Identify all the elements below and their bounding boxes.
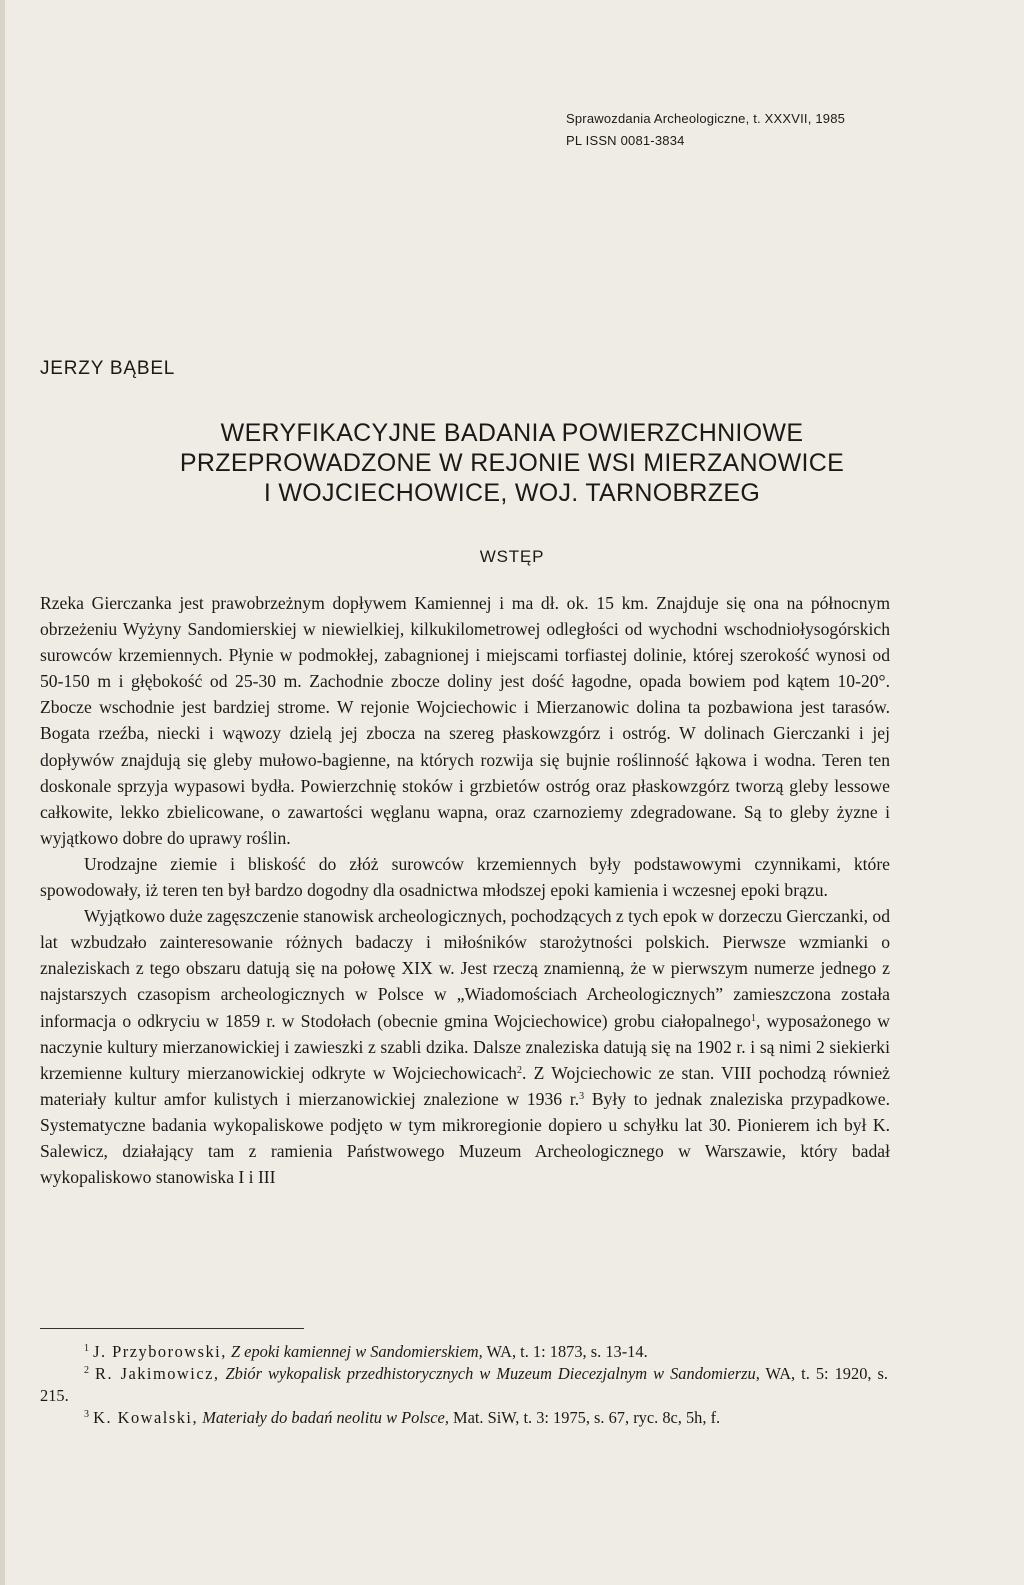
- footnote-divider: [40, 1328, 304, 1329]
- title-line-1: WERYFIKACYJNE BADANIA POWIERZCHNIOWE: [220, 419, 804, 447]
- footnote-number: 3: [84, 1409, 89, 1420]
- footnote-author: K. Kowalski,: [93, 1408, 199, 1427]
- footnote-2: [40, 1363, 888, 1407]
- issn-line: PL ISSN 0081-3834: [566, 133, 685, 148]
- paragraph-3-text: Były to jednak znaleziska przypadkowe. Systematyczne badania wykopaliskowe podjęto w tym mikroregionie dopiero u schyłku lat 30. Pionierem ich był K. Salewicz, działający tam z ramienia Państwowego Muzeum Archeologicznego w Warszawie, który badał wykopaliskowo stanowiska I i III: [40, 1088, 890, 1188]
- footnote-ref-3[interactable]: 3: [579, 1090, 585, 1102]
- paragraph-3-text: , wyposażonego w naczynie kultury mierzanowickiej i zawieszki z szabli dzika. Dalsze znaleziska datują się na 1902 r. i są nimi 2 siekierki krzemienne kultury mierzanowickiej odkryte w Wojciechowicach: [40, 1010, 890, 1083]
- footnote-1: [40, 1341, 888, 1363]
- footnote-3: [40, 1407, 888, 1429]
- author-name: JERZY BĄBEL: [40, 358, 176, 379]
- journal-header: [566, 108, 926, 152]
- title-line-3: I WOJCIECHOWICE, WOJ. TARNOBRZEG: [263, 479, 761, 507]
- footnote-ref-2[interactable]: 2: [516, 1064, 522, 1076]
- paragraph-3-text: . Z Wojciechowic ze stan. VIII pochodzą również materiały kultur amfor kulistych i mierzanowickiej znalezione w 1936 r.: [40, 1062, 890, 1109]
- section-heading: WSTĘP: [479, 547, 545, 566]
- title-line-2: PRZEPROWADZONE W REJONIE WSI MIERZANOWICE: [179, 449, 845, 477]
- page-edge: [0, 0, 5, 1585]
- footnote-author: R. Jakimowicz,: [95, 1364, 220, 1383]
- paragraph-1: Rzeka Gierczanka jest prawobrzeżnym dopływem Kamiennej i ma dł. ok. 15 km. Znajduje się ona na północnym obrzeżeniu Wyżyny Sandomierskiej w niewielkiej, kilkukilometrowej odległości od wychodni wschodniołysogórskich surowców krzemiennych. Płynie w podmokłej, zabagnionej i miejscami torfiastej dolinie, której szerokość wynosi od 50-150 m i głębokość od 25-30 m. Zachodnie zbocze doliny jest dość łagodne, opada bowiem pod kątem 10-20°. Zbocze wschodnie jest bardziej strome. W rejonie Wojciechowic i Mierzanowic dolina ta pozbawiona jest tarasów. Bogata rzeźba, niecki i wąwozy dzielą jej zbocza na szereg płaskowzgórz i ostróg. W dolinach Gierczanki i jej dopływów znajdują się gleby mułowo-bagienne, na których rozwija się bujnie roślinność łąkowa i wodna. Teren ten doskonale sprzyja wypasowi bydła. Powierzchnię stoków i grzbietów ostróg oraz płaskowzgórz tworzą gleby lessowe całkowite, lekko zbielicowane, o zawartości węglanu wapna, oraz czarnoziemy zdegradowane. Są to gleby żyzne i wyjątkowo dobre do uprawy roślin.: [40, 593, 890, 848]
- footnote-author: J. Przyborowski,: [93, 1342, 227, 1361]
- footnote-ref-1[interactable]: 1: [750, 1012, 756, 1024]
- article-body: [40, 590, 890, 1190]
- footnote-source: Mat. SiW, t. 3: 1975, s. 67, ryc. 8c, 5h, f.: [453, 1408, 721, 1427]
- footnote-number: 2: [84, 1365, 89, 1376]
- paragraph-2: Urodzajne ziemie i bliskość do złóż surowców krzemiennych były podstawowymi czynnikami, które spowodowały, iż teren ten był bardzo dogodny dla osadnictwa młodszej epoki kamienia i wczesnej epoki brązu.: [40, 853, 890, 901]
- journal-citation: Sprawozdania Archeologiczne, t. XXXVII, 1985: [566, 111, 846, 126]
- footnote-title: Materiały do badań neolitu w Polsce,: [202, 1408, 449, 1427]
- footnotes: [40, 1341, 888, 1429]
- footnote-source: WA, t. 5: 1920, s. 215.: [40, 1364, 888, 1405]
- footnote-title: Zbiór wykopalisk przedhistorycznych w Muzeum Diecezjalnym w Sandomierzu,: [225, 1364, 760, 1383]
- footnote-source: WA, t. 1: 1873, s. 13-14.: [486, 1342, 648, 1361]
- paragraph-3: [40, 903, 890, 1190]
- footnote-number: 1: [84, 1343, 89, 1354]
- article-title: [40, 418, 984, 508]
- footnote-title: Z epoki kamiennej w Sandomierskiem,: [230, 1342, 483, 1361]
- paragraph-3-text: Wyjątkowo duże zagęszczenie stanowisk archeologicznych, pochodzących z tych epok w dorzeczu Gierczanki, od lat wzbudzało zainteresowanie różnych badaczy i miłośników starożytności polskich. Pierwsze wzmianki o znaleziskach z tego obszaru datują się na połowę XIX w. Jest rzeczą znamienną, że w pierwszym numerze jednego z najstarszych czasopism archeologicznych w Polsce w „Wiadomościach Archeologicznych” zamieszczona została informacja o odkryciu w 1859 r. w Stodołach (obecnie gmina Wojciechowice) grobu ciałopalnego: [40, 906, 890, 1031]
